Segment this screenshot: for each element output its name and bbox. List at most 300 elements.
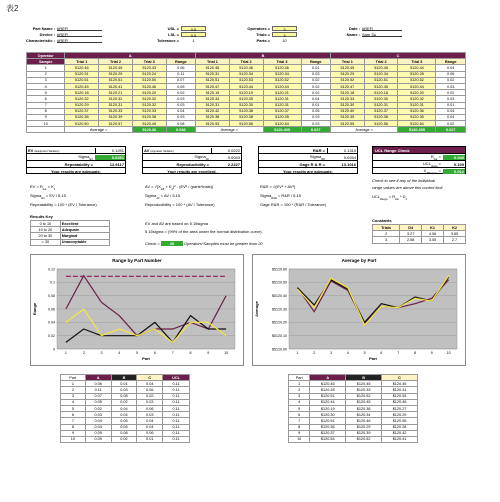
y-tick-label: $5120.40	[272, 293, 287, 298]
check-message: Operators*Samples must be greater than 20	[184, 241, 263, 246]
trial-cell[interactable]: 5120.45	[364, 83, 398, 89]
check-label: Check =	[145, 241, 160, 246]
average-value: 5120.36	[132, 127, 166, 133]
range-cell: 0.01	[436, 102, 466, 108]
results-key-title: Results Key	[30, 214, 53, 219]
average-table-cell: $120.28	[382, 424, 418, 430]
range-cell: 0.01	[301, 65, 330, 71]
trial-cell[interactable]: 5120.46	[65, 65, 99, 71]
trial-cell[interactable]: 5120.39	[99, 114, 133, 120]
ucl-range-value: 0.109	[453, 161, 464, 167]
trial-cell[interactable]: 5120.31	[65, 71, 99, 77]
range-table-cell: 1	[61, 381, 86, 387]
trial-cell[interactable]: 5120.31	[364, 102, 398, 108]
trial-cell[interactable]: 5120.33	[330, 96, 364, 102]
trial-cell[interactable]: 5120.54	[398, 121, 436, 127]
trial-cell[interactable]: 5120.47	[196, 83, 230, 89]
part-name-label: Part Name :	[32, 26, 55, 31]
trial-cell[interactable]: 5120.51	[196, 77, 230, 83]
average-table-cell: $120.36	[310, 424, 346, 430]
grid-column-header: Range	[166, 59, 195, 65]
trial-cell[interactable]: 5120.30	[364, 96, 398, 102]
trial-cell[interactable]: 5120.18	[330, 90, 364, 96]
x-tick-label: 6	[380, 351, 383, 355]
range-cell: 0.06	[436, 71, 466, 77]
y-tick-label: $5120.10	[272, 333, 287, 338]
average-table-header: C	[382, 375, 418, 381]
range-table-cell: 0.04	[137, 418, 163, 424]
trial-cell[interactable]: 5120.51	[65, 77, 99, 83]
range-table-cell: 0.06	[137, 405, 163, 411]
formula-ucl: $UCL_{Range} = R_{bar} * D_4$	[372, 194, 407, 201]
range-table-cell: 0.08	[111, 393, 137, 399]
trial-cell[interactable]: 5120.42	[196, 108, 230, 114]
trial-cell[interactable]: 5120.36	[398, 108, 436, 114]
rr-label: R&R =	[312, 147, 325, 153]
range-cell: 0.03	[301, 71, 330, 77]
trial-cell[interactable]: 5120.35	[263, 114, 301, 120]
reproducibility-value: 2.2227	[227, 161, 240, 167]
trial-cell[interactable]: 5120.35	[330, 114, 364, 120]
trial-cell[interactable]: 5120.31	[196, 71, 230, 77]
x-tick-label: 3	[330, 351, 332, 355]
ucl-title: UCL Range Check	[373, 147, 465, 154]
range-cell: 0.04	[436, 65, 466, 71]
x-tick-label: 8	[414, 351, 416, 355]
range-table-cell: 6	[61, 412, 86, 418]
constants-cell: 3.05	[422, 237, 444, 243]
average-table-cell: 6	[289, 412, 310, 418]
trial-cell[interactable]: 5120.21	[99, 90, 133, 96]
gage-rr-label: Gage R & R =	[299, 161, 325, 167]
average-table-cell: $120.52	[346, 393, 382, 399]
trial-cell[interactable]: 5120.32	[132, 102, 166, 108]
trial-cell[interactable]: 5120.56	[364, 121, 398, 127]
average-value: 5120.395	[398, 127, 436, 133]
trial-cell[interactable]: 5120.29	[99, 71, 133, 77]
sample-number: 6	[27, 96, 65, 102]
trial-cell[interactable]: 5120.46	[263, 65, 301, 71]
device-label: Device :	[39, 32, 55, 37]
average-range-value: 0.046	[166, 127, 195, 133]
trial-cell[interactable]: 5120.19	[229, 90, 263, 96]
trial-cell[interactable]: 5120.46	[196, 65, 230, 71]
average-table-cell: $120.45	[346, 399, 382, 405]
trial-cell[interactable]: 5120.40	[330, 108, 364, 114]
trial-cell[interactable]: 5120.46	[99, 65, 133, 71]
trial-cell[interactable]: 5120.37	[263, 108, 301, 114]
trial-cell[interactable]: 5120.44	[229, 83, 263, 89]
range-cell: 0.03	[166, 96, 195, 102]
results-key-label: Adequate	[60, 227, 109, 233]
xdiff-sub: difference	[426, 171, 438, 175]
range-table-cell: 0.01	[111, 381, 137, 387]
trial-cell[interactable]: 5120.18	[364, 90, 398, 96]
measurement-grid	[26, 52, 466, 133]
range-table-header: A	[85, 375, 111, 381]
grid-column-header: Trial 2	[364, 59, 398, 65]
constants-cell: 3	[373, 237, 400, 243]
results-key-row	[31, 239, 110, 245]
formula-av: AV = $√(X_{diff} \times K_2)^2 - (EV^2$ / (parts*trials))	[145, 184, 214, 191]
trial-cell[interactable]: 5120.45	[65, 83, 99, 89]
range-table-cell: 0.03	[137, 412, 163, 418]
x-tick-label: 5	[363, 351, 366, 355]
trial-cell[interactable]: 5120.33	[99, 108, 133, 114]
header-block	[22, 26, 482, 46]
range-table-cell: 0.08	[111, 430, 137, 436]
range-table-cell: 0.04	[137, 381, 163, 387]
trial-cell[interactable]: 5120.34	[364, 71, 398, 77]
reproducibility-message: Your results are excellent.	[167, 169, 217, 174]
trial-cell[interactable]: 5120.24	[132, 71, 166, 77]
average-chart	[252, 254, 466, 366]
range-table-cell: 0.11	[163, 399, 190, 405]
constants-title: Constants	[372, 218, 392, 223]
constants-cell: 3.65	[444, 231, 466, 237]
grid-operator-label: Operator	[27, 53, 65, 59]
x-tick-label: 7	[171, 351, 174, 355]
sample-number: 2	[27, 71, 65, 77]
constants-header: K1	[422, 225, 444, 231]
average-table-cell: $120.44	[310, 399, 346, 405]
average-table-cell: $120.45	[346, 381, 382, 387]
trial-cell[interactable]: 5120.47	[330, 83, 364, 89]
range-cell: 0.03	[436, 83, 466, 89]
constants-cell: 2	[373, 231, 400, 237]
grid-average-blank	[27, 127, 65, 133]
trial-cell[interactable]: 5120.30	[229, 102, 263, 108]
trial-cell[interactable]: 5120.37	[364, 108, 398, 114]
range-table-cell: 0.11	[163, 387, 190, 393]
formula-reproducibility: Reproducibility = 100 * (AV / Tolerance)	[145, 202, 215, 207]
trial-cell[interactable]: 5120.37	[65, 108, 99, 114]
range-table-cell: 0.11	[163, 412, 190, 418]
grid-column-header: Trial 2	[99, 59, 133, 65]
range-table-cell: 0.03	[111, 387, 137, 393]
trial-cell[interactable]: 5120.51	[99, 77, 133, 83]
average-label: Average =	[65, 127, 132, 133]
formula-gage-rr: Gage R&R = 100 * (R&R / Tolerance)	[260, 202, 327, 207]
usl-label: USL =	[167, 26, 179, 31]
range-table-cell: 0.06	[137, 430, 163, 436]
range-table-cell: 0.02	[111, 436, 137, 442]
average-value: 5120.400	[263, 127, 301, 133]
trial-cell[interactable]: 5120.38	[132, 114, 166, 120]
grid-average-row	[27, 127, 466, 133]
trial-cell[interactable]: 5120.31	[263, 102, 301, 108]
operators-input[interactable]: 3	[272, 26, 297, 31]
formula-rr: R&R = √(EV² + AV²)	[260, 184, 296, 189]
average-table	[288, 374, 418, 443]
average-table-cell: $120.42	[382, 430, 418, 436]
trial-cell[interactable]: 5120.32	[99, 96, 133, 102]
range-table-cell: 0.11	[163, 405, 190, 411]
lsl-input[interactable]: 0.5	[181, 32, 206, 37]
average-table-cell: $120.55	[382, 418, 418, 424]
range-table-cell: 10	[61, 436, 86, 442]
range-table-cell: 9	[61, 430, 86, 436]
rbar-value: 0.040	[443, 155, 465, 160]
range-table-cell: 0.01	[137, 436, 163, 442]
trial-cell[interactable]: 5120.44	[398, 65, 436, 71]
range-table-cell: 0.05	[85, 430, 111, 436]
sample-number: 7	[27, 102, 65, 108]
range-cell: 0.07	[166, 77, 195, 83]
trial-cell[interactable]: 5120.44	[263, 83, 301, 89]
average-table-cell: $120.46	[310, 381, 346, 387]
range-chart-svg	[31, 255, 245, 367]
results-key-label: Excellent	[60, 221, 109, 227]
trial-cell[interactable]: 5120.57	[99, 121, 133, 127]
trial-cell[interactable]: 5120.31	[99, 102, 133, 108]
trial-cell[interactable]: 5120.31	[196, 102, 230, 108]
repeatability-value: 12.9117	[109, 161, 124, 167]
note-99pct: 5.15sigma = (99% of the area under the normal distribution curve)	[145, 229, 262, 234]
trial-cell[interactable]: 5120.52	[398, 77, 436, 83]
range-table-cell: 0.03	[137, 399, 163, 405]
trial-cell[interactable]: 5120.41	[99, 83, 133, 89]
trial-cell[interactable]: 5120.56	[229, 121, 263, 127]
trial-cell[interactable]: 5120.21	[263, 90, 301, 96]
trial-cell[interactable]: 5120.29	[65, 102, 99, 108]
trial-cell[interactable]: 5120.46	[132, 83, 166, 89]
range-cell: 0.03	[166, 114, 195, 120]
trial-cell[interactable]: 5120.50	[65, 121, 99, 127]
table-row	[61, 436, 190, 442]
average-table-cell: $120.46	[346, 418, 382, 424]
average-table-cell: $120.46	[382, 399, 418, 405]
range-table-cell: 0.02	[85, 405, 111, 411]
x-tick-label: 1	[296, 351, 299, 355]
formula-sigma-rr: Sigma$_{R\&R}$ = R&R / 5.15	[260, 193, 301, 200]
sample-number: 10	[27, 121, 65, 127]
trials-input[interactable]: 3	[272, 32, 297, 37]
range-table-cell: 0.06	[85, 381, 111, 387]
x-tick-label: 1	[64, 351, 67, 355]
trial-cell[interactable]: 5120.34	[229, 71, 263, 77]
x-tick-label: 2	[82, 351, 85, 355]
repeatability-message: Your results are adequate.	[51, 169, 101, 174]
average-label: Average =	[196, 127, 263, 133]
trial-cell[interactable]: 5120.30	[330, 102, 364, 108]
ucl-box: UCL Range Check $R_{bar}$ = 0.040 $UCL_{range}$ = 0.109 $X_{difference}$ = 0.012	[372, 146, 466, 174]
constants-header: D4	[400, 225, 422, 231]
range-cell: 0.02	[166, 90, 195, 96]
average-table-cell: $120.38	[346, 405, 382, 411]
average-table-cell: $120.34	[346, 412, 382, 418]
usl-input[interactable]: 0.5	[181, 26, 206, 31]
trial-cell[interactable]: 5120.55	[330, 121, 364, 127]
range-table-cell: 0.03	[85, 412, 111, 418]
trial-cell[interactable]: 5120.28	[398, 71, 436, 77]
average-table-header: Part	[289, 375, 310, 381]
trial-cell[interactable]: 5120.44	[398, 83, 436, 89]
av-sigma-value: 0.0043	[227, 154, 240, 160]
range-cell: 0.06	[166, 65, 195, 71]
date-label: Date :	[348, 26, 360, 31]
name-label: Name :	[346, 32, 360, 37]
range-cell: 0.02	[301, 77, 330, 83]
trial-cell[interactable]: 5120.19	[196, 90, 230, 96]
ev-label: EV	[28, 147, 34, 153]
rbar-sub: bar	[433, 157, 438, 161]
xdiff-label: X	[423, 168, 427, 174]
y-axis-label: Range	[32, 302, 37, 316]
range-table-header: UCL	[163, 375, 190, 381]
part-name-value[interactable]: #REF!	[57, 26, 102, 31]
constants-header: K2	[444, 225, 466, 231]
average-table-cell: $120.27	[382, 405, 418, 411]
range-cell: 0.04	[436, 114, 466, 120]
range-chart-title: Range by Part Number	[112, 258, 162, 263]
trial-cell[interactable]: 5120.53	[196, 121, 230, 127]
grid-column-header: Trial 3	[132, 59, 166, 65]
trial-cell[interactable]: 5120.38	[65, 114, 99, 120]
trial-cell[interactable]: 5120.38	[229, 108, 263, 114]
trial-cell[interactable]: 5120.36	[364, 114, 398, 120]
range-cell: 0.04	[166, 108, 195, 114]
av-value: 0.0222	[211, 148, 241, 153]
trial-cell[interactable]: 5120.45	[330, 65, 364, 71]
average-table-cell: $120.39	[346, 430, 382, 436]
repeatability-label: Repeatability =	[64, 161, 93, 167]
results-key-label: Unacceptable	[60, 239, 109, 245]
average-table-cell: $120.51	[310, 418, 346, 424]
ev-sigma-sub: EV	[89, 157, 93, 161]
x-tick-label: 5	[136, 351, 139, 355]
device-value[interactable]: #REF!	[57, 32, 102, 37]
trial-cell[interactable]: 5120.53	[229, 77, 263, 83]
sample-number: 9	[27, 114, 65, 120]
range-cell: 0.03	[166, 102, 195, 108]
trial-cell[interactable]: 5120.52	[330, 77, 364, 83]
trial-cell[interactable]: 5120.34	[263, 71, 301, 77]
trial-cell[interactable]: 5120.35	[229, 96, 263, 102]
range-table-cell: 7	[61, 418, 86, 424]
rr-sigma-value: 0.0254	[343, 154, 356, 160]
range-cell: 0.11	[166, 71, 195, 77]
range-table-cell: 0.11	[85, 387, 111, 393]
trial-cell[interactable]: 5120.38	[229, 114, 263, 120]
range-cell: 0.05	[301, 108, 330, 114]
average-table-cell: $120.37	[310, 430, 346, 436]
results-key-range: 10 to 20	[31, 227, 61, 233]
y-tick-label: 0.1	[50, 280, 55, 285]
range-table-cell: 4	[61, 399, 86, 405]
trial-cell[interactable]: 5120.51	[364, 77, 398, 83]
average-label: Average =	[330, 127, 397, 133]
formula-ev: EV = $R_{bar} \times K_1$	[30, 184, 56, 191]
trial-cell[interactable]: 5120.32	[65, 96, 99, 102]
results-key-table	[30, 220, 110, 246]
average-table-cell: 9	[289, 430, 310, 436]
average-table-cell: 4	[289, 399, 310, 405]
trial-cell[interactable]: 5120.31	[398, 102, 436, 108]
trial-cell[interactable]: 5120.52	[263, 77, 301, 83]
average-table-cell: $120.52	[346, 436, 382, 442]
trial-cell[interactable]: 5120.29	[330, 71, 364, 77]
range-cell: 0.04	[436, 108, 466, 114]
average-table-cell: 8	[289, 424, 310, 430]
range-cell: 0.01	[301, 102, 330, 108]
range-table-cell: 0.02	[137, 393, 163, 399]
x-tick-label: 10	[446, 351, 451, 355]
constants-cell: 4.56	[422, 231, 444, 237]
average-table-cell: $120.53	[382, 393, 418, 399]
average-table-cell: $120.29	[346, 424, 382, 430]
average-table-cell: $120.28	[310, 387, 346, 393]
av-sigma-sub: AV	[205, 157, 209, 161]
date-value[interactable]: #REF!	[362, 26, 402, 31]
grid-column-header: Trial 1	[65, 59, 99, 65]
average-table-cell: 1	[289, 381, 310, 387]
range-table-cell: 0.05	[85, 399, 111, 405]
grid-column-header: Range	[301, 59, 330, 65]
x-tick-label: 6	[153, 351, 156, 355]
trial-cell[interactable]: 5120.46	[229, 65, 263, 71]
grid-column-header: Trial 1	[196, 59, 230, 65]
trial-cell[interactable]: 5120.31	[263, 96, 301, 102]
trial-cell[interactable]: 5120.50	[132, 77, 166, 83]
sample-number: 4	[27, 83, 65, 89]
range-table-cell: 0.04	[111, 405, 137, 411]
trial-cell[interactable]: 5120.49	[132, 121, 166, 127]
tolerance-value: 1	[192, 38, 195, 43]
characteristic-value[interactable]: #REF!	[57, 38, 102, 43]
grid-column-header: Trial 3	[263, 59, 301, 65]
results-key-label: Marginal	[60, 233, 109, 239]
check-row	[145, 241, 263, 246]
range-table-cell: 0.11	[163, 381, 190, 387]
average-table-cell: $120.45	[382, 381, 418, 387]
trial-cell[interactable]: 5120.20	[132, 90, 166, 96]
range-table-header: Part	[61, 375, 86, 381]
average-table-cell: 10	[289, 436, 310, 442]
range-cell: 0.02	[301, 83, 330, 89]
range-table-cell: 0.04	[85, 424, 111, 430]
trial-cell[interactable]: 5120.45	[364, 65, 398, 71]
trial-cell[interactable]: 5120.32	[398, 96, 436, 102]
trial-cell[interactable]: 5120.54	[263, 121, 301, 127]
lsl-label: LSL =	[168, 32, 179, 37]
trial-cell[interactable]: 5120.43	[132, 65, 166, 71]
ev-sigma-value: 0.0251	[95, 155, 125, 160]
trial-cell[interactable]: 5120.33	[132, 108, 166, 114]
average-chart-svg	[253, 255, 467, 367]
trial-cell[interactable]: 5120.34	[196, 96, 230, 102]
average-table-header: B	[346, 375, 382, 381]
name-value[interactable]: Sam Su	[362, 32, 402, 37]
range-cell: 0.03	[301, 114, 330, 120]
av-box	[142, 146, 242, 174]
average-table-cell: $120.54	[310, 436, 346, 442]
trial-cell[interactable]: 5120.35	[398, 114, 436, 120]
ucl-note-1: Check to see if any of the individual	[372, 178, 435, 183]
reproducibility-label: Reproducibility =	[176, 161, 209, 167]
range-table-cell: 0.11	[163, 430, 190, 436]
trial-cell[interactable]: 5120.18	[65, 90, 99, 96]
trial-cell[interactable]: 5120.32	[132, 96, 166, 102]
trial-cell[interactable]: 5120.20	[398, 90, 436, 96]
sample-number: 8	[27, 108, 65, 114]
range-cell: 0.03	[436, 96, 466, 102]
constants-table	[372, 224, 466, 244]
average-range-value: 0.027	[436, 127, 466, 133]
trial-cell[interactable]: 5120.36	[196, 114, 230, 120]
average-table-cell: 7	[289, 418, 310, 424]
average-table-cell: 5	[289, 405, 310, 411]
